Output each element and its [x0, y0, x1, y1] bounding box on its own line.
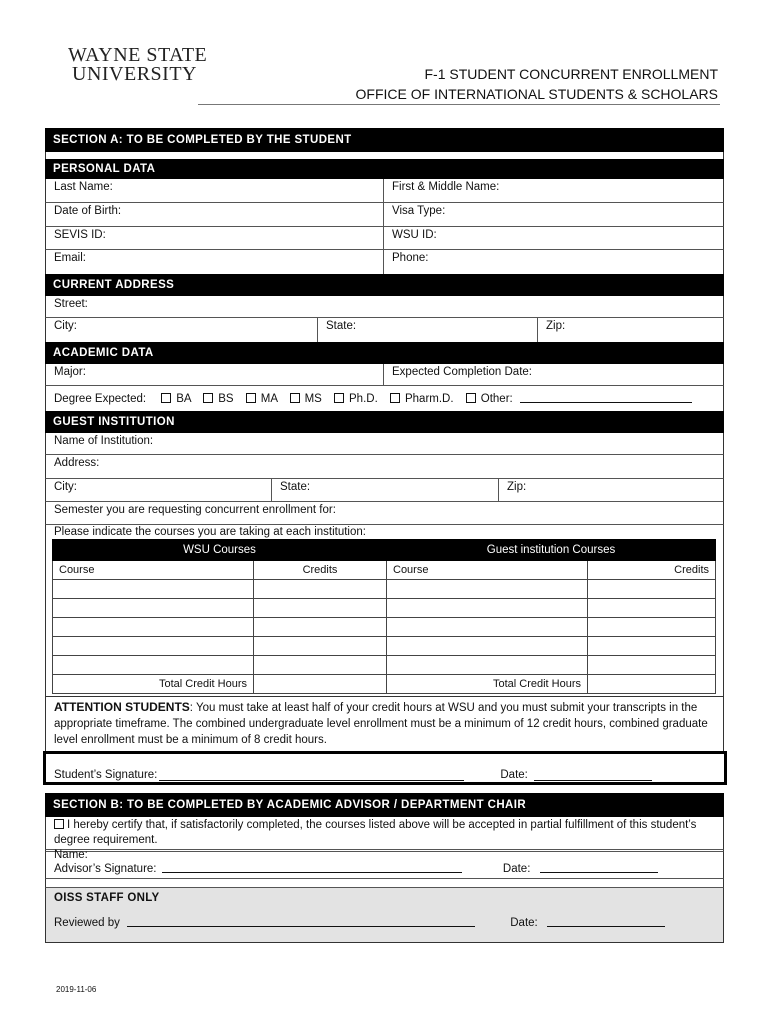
wsu-id-label: WSU ID: — [392, 229, 437, 241]
current-address-title: CURRENT ADDRESS — [53, 279, 175, 291]
courses-table-header — [53, 540, 716, 561]
table-row — [53, 637, 716, 656]
semester-field[interactable] — [46, 502, 723, 524]
courses-table — [52, 539, 716, 694]
major-field[interactable] — [46, 364, 383, 385]
guest-course-cell[interactable] — [387, 580, 588, 599]
guest-credits-cell[interactable] — [588, 618, 716, 637]
institution-address-field[interactable] — [46, 455, 723, 478]
row-semester — [45, 502, 724, 525]
last-name-label: Last Name: — [54, 181, 113, 193]
guest-institution-title: GUEST INSTITUTION — [53, 416, 175, 428]
institution-name-field[interactable] — [46, 433, 723, 454]
institution-name-label: Name of Institution: — [54, 435, 154, 447]
totals-row — [53, 675, 716, 694]
guest-credits-cell[interactable] — [588, 580, 716, 599]
row-name — [45, 179, 724, 203]
row-street — [45, 296, 724, 318]
city-field[interactable] — [46, 318, 317, 342]
attention-text — [46, 697, 723, 751]
table-row — [53, 599, 716, 618]
visa-label: Visa Type: — [392, 205, 446, 217]
institution-zip-field[interactable] — [498, 479, 723, 501]
staff-date-label: Date: — [510, 917, 538, 929]
city-label: City: — [54, 320, 77, 332]
reviewed-by-line[interactable] — [127, 916, 475, 927]
state-field[interactable] — [317, 318, 537, 342]
current-address-header — [45, 274, 724, 296]
street-label: Street: — [54, 298, 88, 310]
certify-text: I hereby certify that, if satisfactorily completed, the courses listed above will be accepted in partial fulfillment of this student’s degree requirement. — [54, 819, 697, 846]
checkbox-ba[interactable] — [161, 393, 171, 403]
wsu-credits-cell[interactable] — [254, 637, 387, 656]
checkbox-bs[interactable] — [203, 393, 213, 403]
spacer — [45, 879, 724, 887]
certify-checkbox[interactable] — [54, 819, 64, 829]
form-version: 2019-11-06 — [56, 985, 97, 994]
option-ma-label: MA — [260, 393, 278, 405]
wsu-credits-col: Credits — [254, 561, 387, 580]
wsu-logo — [68, 46, 207, 84]
wsu-course-cell[interactable] — [53, 656, 254, 675]
wsu-course-col: Course — [53, 561, 254, 580]
guest-course-cell[interactable] — [387, 637, 588, 656]
email-label: Email: — [54, 252, 86, 264]
row-institution-address — [45, 455, 724, 479]
guest-institution-header — [45, 411, 724, 433]
guest-course-cell[interactable] — [387, 599, 588, 618]
sevis-label: SEVIS ID: — [54, 229, 106, 241]
form-title-line-1: F-1 STUDENT CONCURRENT ENROLLMENT — [424, 66, 718, 82]
enrollment-form — [45, 128, 724, 943]
dob-field[interactable] — [46, 203, 383, 226]
first-name-field[interactable] — [383, 179, 723, 202]
sevis-field[interactable] — [46, 227, 383, 249]
phone-label: Phone: — [392, 252, 429, 264]
checkbox-phd[interactable] — [334, 393, 344, 403]
student-signature-line[interactable] — [159, 770, 464, 781]
row-institution-name — [45, 433, 724, 455]
advisor-signature-field — [46, 860, 723, 878]
row-ids — [45, 227, 724, 250]
logo-line-2: UNIVERSITY — [72, 63, 197, 85]
courses-prompt — [46, 525, 723, 539]
visa-field[interactable] — [383, 203, 723, 226]
header-divider — [198, 104, 720, 105]
state-label: State: — [326, 320, 357, 332]
guest-total-label: Total Credit Hours — [387, 675, 588, 694]
row-dob — [45, 203, 724, 227]
checkbox-ms[interactable] — [290, 393, 300, 403]
wsu-credits-cell[interactable] — [254, 580, 387, 599]
guest-credits-cell[interactable] — [588, 637, 716, 656]
completion-date-field[interactable] — [383, 364, 723, 385]
first-name-label: First & Middle Name: — [392, 181, 500, 193]
form-title — [356, 64, 718, 104]
advisor-date-line[interactable] — [540, 862, 658, 873]
wsu-course-cell[interactable] — [53, 580, 254, 599]
email-field[interactable] — [46, 250, 383, 274]
institution-state-label: State: — [280, 481, 311, 493]
wsu-credits-cell[interactable] — [254, 599, 387, 618]
table-row — [53, 580, 716, 599]
row-major — [45, 364, 724, 386]
wsu-id-field[interactable] — [383, 227, 723, 249]
oiss-staff-title: OISS STAFF ONLY — [54, 892, 160, 904]
option-other-label: Other: — [480, 393, 513, 405]
option-bs-label: BS — [218, 393, 234, 405]
guest-total-cell[interactable] — [588, 675, 716, 694]
wsu-credits-cell[interactable] — [254, 618, 387, 637]
table-row — [53, 656, 716, 675]
reviewed-row — [46, 912, 723, 929]
student-signature-box — [43, 751, 727, 785]
advisor-signature-label: Advisor’s Signature: — [54, 863, 157, 875]
street-field[interactable] — [46, 296, 723, 317]
wsu-credits-cell[interactable] — [254, 656, 387, 675]
semester-label: Semester you are requesting concurrent enrollment for: — [54, 504, 336, 516]
zip-field[interactable] — [537, 318, 723, 342]
checkbox-other[interactable] — [466, 393, 476, 403]
section-b-title: SECTION B: TO BE COMPLETED BY ACADEMIC ADVISOR / DEPARTMENT CHAIR — [53, 799, 527, 811]
option-pharmd-label: Pharm.D. — [404, 393, 454, 405]
guest-courses-heading: Guest institution Courses — [387, 540, 716, 561]
completion-date-label: Expected Completion Date: — [392, 366, 532, 378]
last-name-field[interactable] — [46, 179, 383, 202]
table-row — [53, 618, 716, 637]
guest-credits-cell[interactable] — [588, 656, 716, 675]
academic-data-title: ACADEMIC DATA — [53, 347, 154, 359]
wsu-course-cell[interactable] — [53, 637, 254, 656]
option-ba-label: BA — [176, 393, 191, 405]
guest-credits-col: Credits — [588, 561, 716, 580]
dob-label: Date of Birth: — [54, 205, 122, 217]
institution-city-field[interactable] — [46, 479, 271, 501]
spacer — [45, 152, 724, 159]
section-a-title: SECTION A: TO BE COMPLETED BY THE STUDENT — [53, 134, 352, 146]
wsu-course-cell[interactable] — [53, 618, 254, 637]
reviewed-by-label: Reviewed by — [54, 917, 120, 929]
advisor-name-label: Name: — [54, 849, 88, 861]
institution-zip-label: Zip: — [507, 481, 527, 493]
personal-data-title: PERSONAL DATA — [53, 163, 156, 175]
certify-field — [46, 817, 723, 861]
degree-expected — [46, 392, 723, 405]
form-title-line-2: OFFICE OF INTERNATIONAL STUDENTS & SCHOLARS — [355, 86, 718, 102]
section-a-header — [45, 128, 724, 152]
phone-field[interactable] — [383, 250, 723, 274]
attention-notice — [45, 697, 724, 751]
other-degree-input[interactable] — [520, 392, 692, 403]
personal-data-header — [45, 159, 724, 179]
checkbox-ma[interactable] — [246, 393, 256, 403]
courses-prompt-text: Please indicate the courses you are taking at each institution: — [54, 526, 366, 538]
wsu-total-cell[interactable] — [254, 675, 387, 694]
advisor-signature-line[interactable] — [162, 862, 462, 873]
wsu-course-cell[interactable] — [53, 599, 254, 618]
courses-block — [45, 525, 724, 697]
row-institution-city — [45, 479, 724, 502]
attention-label: ATTENTION STUDENTS — [54, 700, 190, 714]
attention-body: : You must take at least half of your credit hours at WSU and you must submit your transcripts in the appropriate timeframe. The combined undergraduate level enrollment must be a minimum of 12 credit hours, combined graduate level enrollment must be a minimum of 8 credit hours. — [54, 702, 708, 746]
guest-credits-cell[interactable] — [588, 599, 716, 618]
major-label: Major: — [54, 366, 86, 378]
institution-city-label: City: — [54, 481, 77, 493]
oiss-staff-box — [45, 887, 724, 943]
row-degree — [45, 386, 724, 411]
guest-course-col: Course — [387, 561, 588, 580]
guest-course-cell[interactable] — [387, 618, 588, 637]
guest-course-cell[interactable] — [387, 656, 588, 675]
courses-subheader — [53, 561, 716, 580]
wsu-courses-heading: WSU Courses — [53, 540, 387, 561]
row-city-state-zip — [45, 318, 724, 342]
spacer — [45, 785, 724, 793]
institution-state-field[interactable] — [271, 479, 498, 501]
row-certify — [45, 817, 724, 861]
student-date-label: Date: — [500, 769, 528, 781]
section-b-header — [45, 793, 724, 817]
staff-date-line[interactable] — [547, 916, 665, 927]
institution-address-label: Address: — [54, 457, 100, 469]
option-ms-label: MS — [304, 393, 322, 405]
student-signature-label: Student’s Signature: — [54, 769, 158, 781]
student-date-line[interactable] — [534, 770, 652, 781]
row-contact — [45, 250, 724, 274]
academic-data-header — [45, 342, 724, 364]
advisor-date-label: Date: — [502, 863, 531, 875]
logo-line-1: WAYNE STATE — [68, 44, 208, 66]
checkbox-pharmd[interactable] — [390, 393, 400, 403]
wsu-total-label: Total Credit Hours — [53, 675, 254, 694]
degree-expected-label: Degree Expected: — [54, 393, 147, 405]
option-phd-label: Ph.D. — [349, 393, 378, 405]
zip-label: Zip: — [546, 320, 566, 332]
